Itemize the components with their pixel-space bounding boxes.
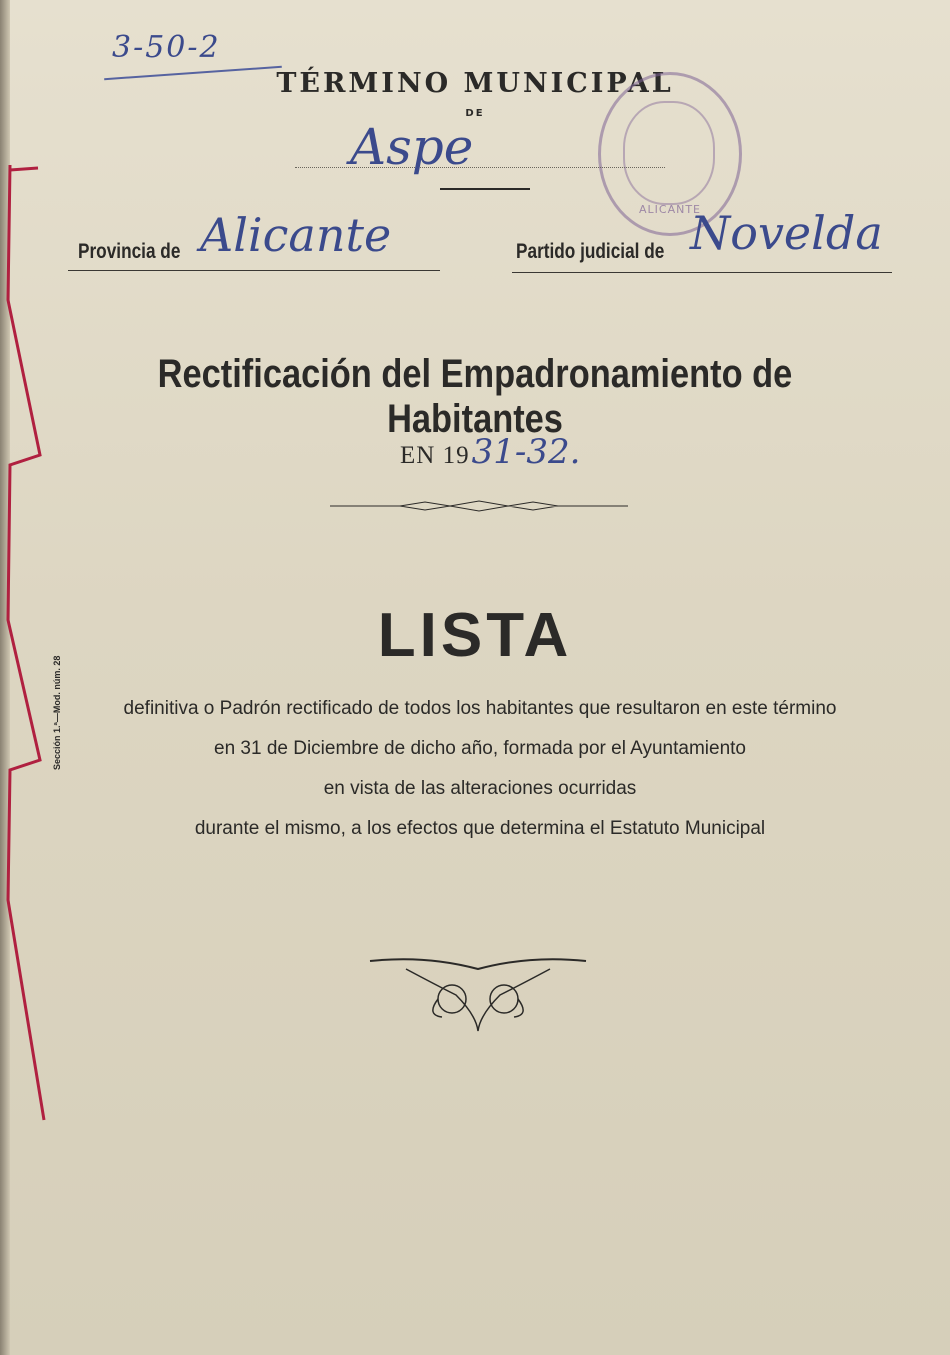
document-heading: Rectificación del Empadronamiento de Habitantes [157, 352, 793, 441]
archive-number: 3-50-2 [112, 30, 221, 65]
municipal-title: TÉRMINO MUNICIPAL [276, 68, 674, 99]
body-line-1: definitiva o Padrón rectificado de todos los habitantes que resultaron en este término [123, 698, 837, 719]
binding-thread [0, 0, 60, 1140]
provincia-value: Alicante [200, 208, 392, 262]
ornament-line [440, 188, 530, 190]
year-row [400, 432, 580, 472]
body-line-2: en 31 de Diciembre de dicho año, formada por el Ayuntamiento [214, 738, 746, 759]
municipality-name: Aspe [350, 118, 474, 176]
de-label: DE [465, 108, 485, 119]
partido-underline [512, 272, 892, 273]
coat-of-arms-icon [623, 101, 715, 205]
ornament-vignette-icon [366, 955, 590, 1035]
section-note: Sección 1.ª—Mod. núm. 28 [52, 655, 62, 770]
partido-label: Partido judicial de [516, 240, 665, 263]
year-prefix: EN 19 [400, 442, 470, 469]
ornamental-divider [330, 500, 628, 512]
partido-value: Novelda [690, 206, 883, 260]
lista-title: LISTA [377, 601, 573, 670]
body-line-4: durante el mismo, a los efectos que determina el Estatuto Municipal [194, 818, 766, 839]
body-line-3: en vista de las alteraciones ocurridas [323, 778, 637, 799]
provincia-underline [68, 270, 440, 271]
provincia-label: Provincia de [78, 240, 181, 263]
year-value: 31-32. [471, 432, 581, 472]
stamp-text: ALICANTE [638, 203, 701, 216]
